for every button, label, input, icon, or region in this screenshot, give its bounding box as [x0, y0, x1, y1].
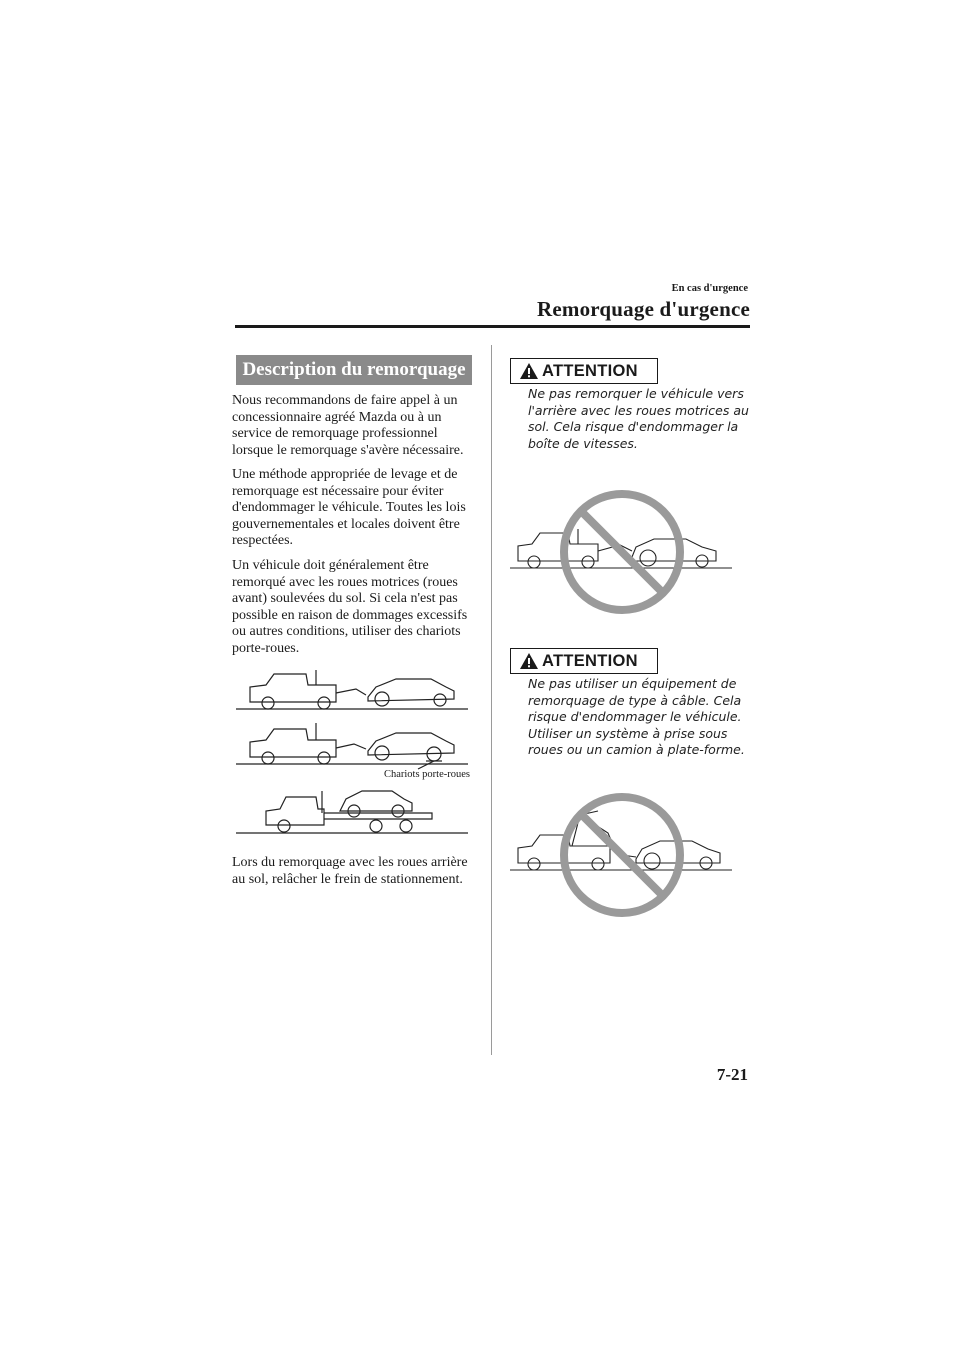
- paragraph-1: Nous recommandons de faire appel à un concessionnaire agréé Mazda ou à un service de remorquage professionnel lorsque le remorquage s'avère nécessaire.: [232, 393, 464, 458]
- warning-box-1: [510, 358, 658, 384]
- warning-label: ATTENTION: [542, 652, 638, 670]
- prohibition-sign: [564, 494, 680, 610]
- towing-methods-illustration: [236, 665, 468, 840]
- paragraph-4: Lors du remorquage avec les roues arrière au sol, relâcher le frein de stationnement.: [232, 855, 468, 887]
- column-divider: [491, 345, 492, 1055]
- chapter-label: En cas d'urgence: [671, 283, 748, 294]
- warning-triangle-icon: [519, 362, 539, 380]
- warning-text-2: Ne pas utiliser un équipement de remorquage de type à câble. Cela risque d'endommager le véhicule. Utiliser un système à prise sous roues ou un camion à plate-forme.: [528, 676, 745, 757]
- prohibited-cable-tow-illustration: [510, 775, 732, 925]
- header-rule: [235, 325, 750, 328]
- paragraph-3: Un véhicule doit généralement être remorqué avec les roues motrices (roues avant) soulevées du sol. Si cela n'est pas possible en raison de dommages excessifs ou autres conditions, utiliser des chariots porte-roues.: [232, 558, 468, 656]
- figure-caption: Chariots porte-roues: [383, 769, 470, 780]
- warning-triangle-icon: [519, 652, 539, 670]
- section-title: Remorquage d'urgence: [536, 297, 750, 321]
- paragraph-2: Une méthode appropriée de levage et de remorquage est nécessaire pour éviter d'endommager le véhicule. Toutes les lois gouvernementales et locales doivent être respectées.: [232, 467, 466, 549]
- warning-label: ATTENTION: [542, 362, 638, 380]
- page-number: 7-21: [716, 1065, 748, 1084]
- prohibited-reverse-tow-illustration: [510, 485, 732, 635]
- warning-text-1: Ne pas remorquer le véhicule vers l'arrière avec les roues motrices au sol. Cela risque d'endommager la boîte de vitesses.: [528, 386, 749, 451]
- prohibition-sign: [564, 797, 680, 913]
- subsection-heading: Description du remorquage: [236, 355, 472, 385]
- warning-box-2: [510, 648, 658, 674]
